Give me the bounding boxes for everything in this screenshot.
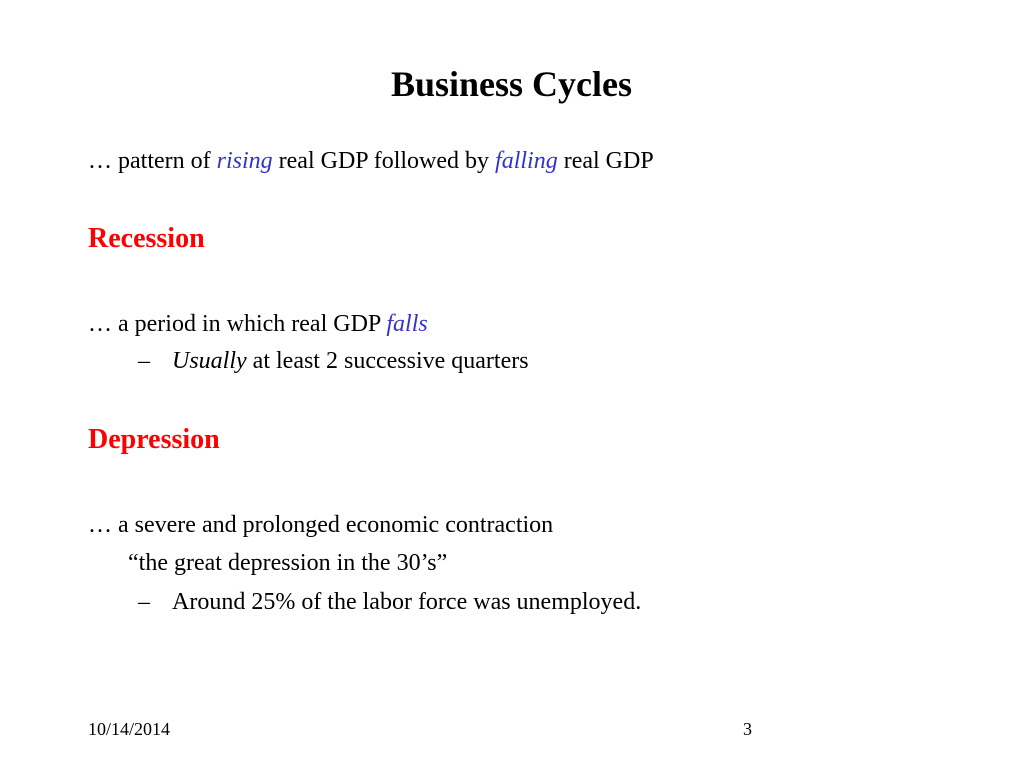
intro-prefix: … pattern of bbox=[88, 148, 217, 174]
intro-suffix: real GDP bbox=[557, 148, 654, 174]
footer-page-number: 3 bbox=[743, 719, 752, 739]
depression-quote: “the great depression in the 30’s” bbox=[128, 550, 448, 576]
bullet-dash: – bbox=[138, 348, 150, 374]
depression-definition: … a severe and prolonged economic contraction bbox=[88, 512, 554, 538]
depression-bullet bbox=[138, 587, 641, 617]
recession-bullet-rest: at least 2 successive quarters bbox=[246, 348, 529, 374]
intro-falling: falling bbox=[495, 148, 558, 174]
footer-date: 10/14/2014 bbox=[88, 719, 171, 739]
recession-definition bbox=[88, 309, 428, 339]
recession-definition-prefix: … a period in which real GDP bbox=[88, 311, 387, 337]
depression-bullet-text: Around 25% of the labor force was unemployed. bbox=[172, 589, 642, 615]
slide-title: Business Cycles bbox=[390, 64, 633, 104]
recession-bullet bbox=[138, 346, 529, 376]
bullet-dash: – bbox=[138, 589, 150, 615]
intro-line bbox=[88, 146, 654, 176]
recession-definition-emphasis: falls bbox=[386, 311, 428, 337]
depression-heading: Depression bbox=[88, 424, 220, 455]
recession-bullet-emphasis: Usually bbox=[172, 348, 247, 374]
recession-heading: Recession bbox=[88, 223, 205, 254]
intro-rising: rising bbox=[216, 148, 273, 174]
intro-middle: real GDP followed by bbox=[272, 148, 496, 174]
